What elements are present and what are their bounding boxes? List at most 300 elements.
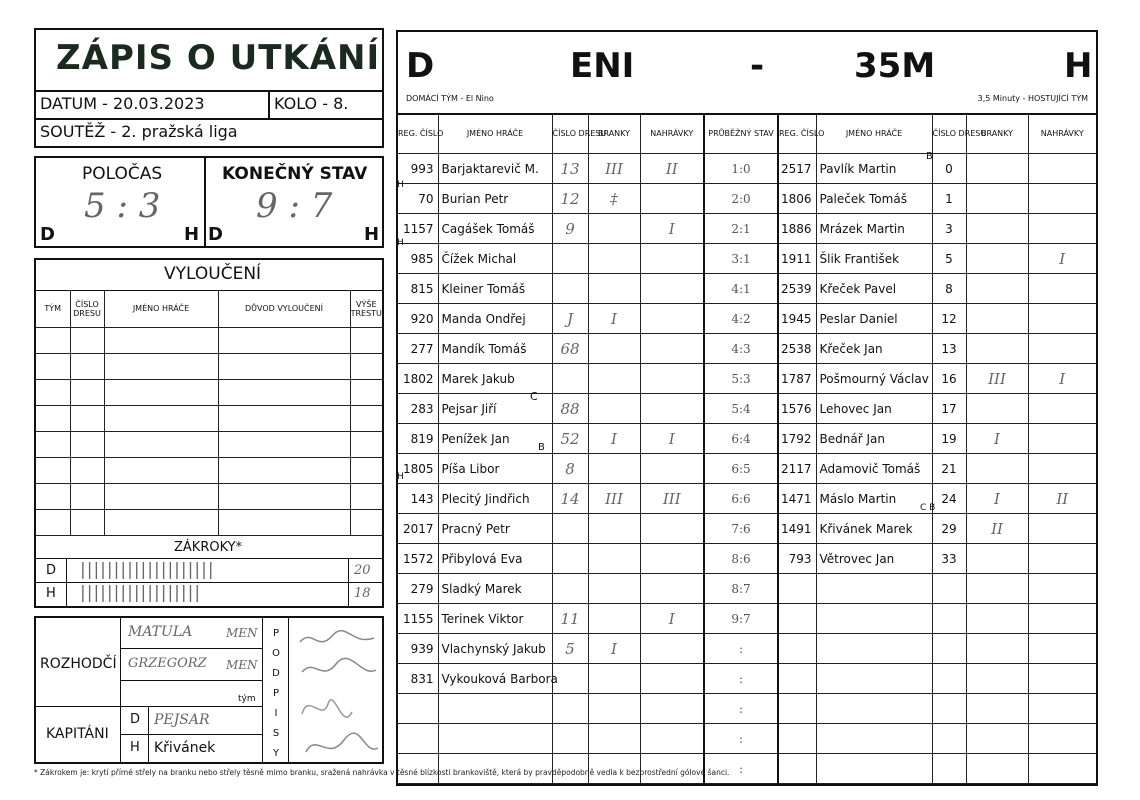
vylouceni-row: [36, 405, 382, 431]
away-assists: [1028, 724, 1096, 754]
away-h: H: [1064, 46, 1093, 86]
kapitan-h-name: Křivánek: [154, 740, 216, 756]
home-assists: [640, 754, 704, 784]
roster-row: [398, 634, 1096, 664]
away-name: Mrázek Martin: [816, 214, 932, 244]
podpisy-letter: D: [272, 668, 280, 679]
away-dres: 19: [932, 424, 966, 454]
running-score: 4:2: [704, 304, 778, 334]
roster-row: [398, 274, 1096, 304]
home-dres: [552, 574, 588, 604]
rozhodci-label: ROZHODČÍ: [40, 656, 117, 672]
away-name: [816, 694, 932, 724]
home-dres: 14: [552, 484, 588, 514]
home-reg: 831: [398, 664, 438, 694]
kapitan-h: H: [130, 740, 140, 755]
home-dres: [552, 244, 588, 274]
running-score: 9:7: [704, 604, 778, 634]
home-reg: 920: [398, 304, 438, 334]
divider: [66, 558, 67, 606]
title-box: [34, 28, 384, 148]
vylouceni-cell: [70, 353, 104, 379]
home-dres: [552, 724, 588, 754]
divider: [120, 618, 121, 762]
home-assists: II: [640, 154, 704, 184]
home-assists: [640, 694, 704, 724]
away-goals: [966, 604, 1028, 634]
a-reg: REG. ČÍSLO: [778, 115, 816, 154]
running-score: 4:1: [704, 274, 778, 304]
away-reg: 1806: [778, 184, 816, 214]
home-assists: [640, 514, 704, 544]
away-assists: [1028, 754, 1096, 784]
away-reg: 793: [778, 544, 816, 574]
home-goals: [588, 454, 640, 484]
vylouceni-cell: [218, 327, 350, 353]
vylouceni-title: VYLOUČENÍ: [164, 264, 262, 284]
col-duvod: DŮVOD VYLOUČENÍ: [218, 291, 350, 327]
running-score: :: [704, 724, 778, 754]
away-assists: [1028, 694, 1096, 724]
divider: [262, 618, 263, 762]
away-reg: 1886: [778, 214, 816, 244]
away-dres: 5: [932, 244, 966, 274]
a-goals: BRANKY: [966, 115, 1028, 154]
home-dres: [552, 694, 588, 724]
away-name: Lehovec Jan: [816, 394, 932, 424]
away-reg: 1792: [778, 424, 816, 454]
home-goals: I: [588, 304, 640, 334]
away-goals: I: [966, 484, 1028, 514]
roster-row: [398, 754, 1096, 784]
running-score: 2:1: [704, 214, 778, 244]
running-score: 2:0: [704, 184, 778, 214]
vylouceni-cell: [104, 483, 218, 509]
kolo: KOLO - 8.: [274, 94, 349, 113]
zakroky-h-total: 18: [354, 586, 371, 601]
home-reg: 815: [398, 274, 438, 304]
home-goals: [588, 334, 640, 364]
away-reg: [778, 694, 816, 724]
vylouceni-row: [36, 509, 382, 535]
vylouceni-cell: [218, 379, 350, 405]
roster-row: [398, 214, 1096, 244]
away-reg: 2539: [778, 274, 816, 304]
away-dres: 21: [932, 454, 966, 484]
home-assists: III: [640, 484, 704, 514]
vylouceni-cell: [218, 405, 350, 431]
away-team-label: 3,5 Minuty - HOSTUJÍCÍ TÝM: [977, 94, 1088, 103]
h-prubezny: PRŮBĚŽNÝ STAV: [704, 115, 778, 154]
roster-row: [398, 514, 1096, 544]
polocas-label: POLOČAS: [82, 164, 163, 184]
away-goals: [966, 574, 1028, 604]
vylouceni-row: [36, 327, 382, 353]
away-name: Adamovič Tomáš: [816, 454, 932, 484]
away-dres: 12: [932, 304, 966, 334]
running-score: :: [704, 694, 778, 724]
away-dres: 24: [932, 484, 966, 514]
divider: [36, 558, 382, 559]
home-goals: [588, 244, 640, 274]
vylouceni-cell: [104, 431, 218, 457]
ref1-name: MATULA: [128, 624, 193, 640]
podpisy-letter: O: [272, 648, 280, 659]
away-assists: [1028, 664, 1096, 694]
away-assists: [1028, 574, 1096, 604]
home-assists: [640, 454, 704, 484]
home-assists: [640, 724, 704, 754]
home-team-label: DOMÁCÍ TÝM - El Nino: [406, 94, 494, 103]
home-dres: [552, 754, 588, 784]
home-name: Čížek Michal: [438, 244, 552, 274]
a-assists: NAHRÁVKY: [1028, 115, 1096, 154]
away-name: Peslar Daniel: [816, 304, 932, 334]
konecny-d: D: [208, 224, 223, 245]
vylouceni-cell: [350, 509, 382, 535]
vylouceni-cell: [350, 379, 382, 405]
away-assists: [1028, 604, 1096, 634]
home-assists: [640, 274, 704, 304]
divider: [36, 118, 382, 120]
away-assists: I: [1028, 364, 1096, 394]
home-assists: [640, 544, 704, 574]
zakroky-d: D: [46, 563, 57, 578]
vylouceni-cell: [36, 457, 70, 483]
away-reg: 2517: [778, 154, 816, 184]
konecny-label: KONEČNÝ STAV: [222, 164, 368, 184]
home-goals: [588, 514, 640, 544]
home-dres: 13: [552, 154, 588, 184]
zakroky-d-total: 20: [354, 563, 371, 578]
mark-h: H: [397, 472, 404, 482]
vylouceni-cell: [36, 405, 70, 431]
away-goals: [966, 754, 1028, 784]
home-dres: 8: [552, 454, 588, 484]
away-goals: [966, 454, 1028, 484]
tym-label: tým: [238, 694, 256, 704]
running-score: 6:5: [704, 454, 778, 484]
away-goals: I: [966, 424, 1028, 454]
away-goals: [966, 544, 1028, 574]
home-reg: 277: [398, 334, 438, 364]
polocas-value: 5 : 3: [84, 186, 161, 226]
vylouceni-cell: [70, 327, 104, 353]
away-abbr: 35M: [854, 46, 936, 86]
running-score: 5:4: [704, 394, 778, 424]
mark-c: C: [530, 390, 538, 403]
away-goals: [966, 394, 1028, 424]
away-name: Pavlík Martin: [816, 154, 932, 184]
away-name: Pošmourný Václav: [816, 364, 932, 394]
away-reg: 1471: [778, 484, 816, 514]
away-assists: [1028, 634, 1096, 664]
home-goals: [588, 664, 640, 694]
home-assists: [640, 664, 704, 694]
vylouceni-cell: [70, 405, 104, 431]
divider: [348, 558, 349, 606]
divider: [36, 706, 262, 707]
home-name: [438, 694, 552, 724]
podpisy-letter: P: [272, 688, 280, 699]
vylouceni-cell: [104, 379, 218, 405]
home-name: Mandík Tomáš: [438, 334, 552, 364]
home-assists: I: [640, 214, 704, 244]
vylouceni-cell: [218, 509, 350, 535]
away-goals: II: [966, 514, 1028, 544]
home-dres: [552, 274, 588, 304]
vylouceni-cell: [350, 431, 382, 457]
roster-row: [398, 574, 1096, 604]
home-reg: [398, 724, 438, 754]
home-name: Píša Libor: [438, 454, 552, 484]
home-reg: 993: [398, 154, 438, 184]
vylouceni-cell: [70, 457, 104, 483]
away-name: [816, 634, 932, 664]
divider: [120, 734, 262, 735]
home-assists: [640, 394, 704, 424]
home-name: Burian Petr: [438, 184, 552, 214]
roster-row: [398, 184, 1096, 214]
polocas-h: H: [184, 224, 200, 245]
away-dres: [932, 604, 966, 634]
h-reg: REG. ČÍSLO: [398, 115, 438, 154]
home-name: Vykouková Barbora: [438, 664, 552, 694]
away-goals: III: [966, 364, 1028, 394]
kapitan-d: D: [130, 712, 141, 727]
running-score: 6:6: [704, 484, 778, 514]
away-dres: [932, 754, 966, 784]
roster-row: [398, 364, 1096, 394]
vylouceni-cell: [350, 353, 382, 379]
roster-row: [398, 244, 1096, 274]
away-goals: [966, 304, 1028, 334]
roster-row: [398, 334, 1096, 364]
away-assists: [1028, 184, 1096, 214]
ref1-team: MEN: [226, 626, 258, 640]
away-reg: [778, 664, 816, 694]
vylouceni-cell: [104, 457, 218, 483]
home-assists: [640, 634, 704, 664]
vylouceni-row: [36, 353, 382, 379]
away-dres: [932, 574, 966, 604]
away-name: Paleček Tomáš: [816, 184, 932, 214]
kapitani-label: KAPITÁNI: [46, 726, 109, 742]
home-dres: [552, 544, 588, 574]
konecny-h: H: [364, 224, 380, 245]
vylouceni-cell: [350, 327, 382, 353]
away-reg: 2538: [778, 334, 816, 364]
running-score: 4:3: [704, 334, 778, 364]
vylouceni-cell: [70, 509, 104, 535]
away-assists: [1028, 424, 1096, 454]
vylouceni-row: [36, 431, 382, 457]
home-name: Barjaktarevič M.: [438, 154, 552, 184]
away-assists: [1028, 154, 1096, 184]
vylouceni-cell: [104, 509, 218, 535]
mark-h: H: [397, 180, 404, 190]
home-assists: [640, 334, 704, 364]
datum: DATUM - 20.03.2023: [40, 94, 205, 113]
home-goals: [588, 724, 640, 754]
away-dres: [932, 634, 966, 664]
home-reg: 939: [398, 634, 438, 664]
home-name: Penížek Jan: [438, 424, 552, 454]
away-assists: [1028, 214, 1096, 244]
home-goals: III: [588, 484, 640, 514]
home-goals: I: [588, 634, 640, 664]
running-score: 5:3: [704, 364, 778, 394]
home-reg: 143: [398, 484, 438, 514]
away-dres: 0: [932, 154, 966, 184]
ref2-team: MEN: [226, 658, 258, 672]
col-tym: TÝM: [36, 291, 70, 327]
vylouceni-cell: [36, 379, 70, 405]
zakroky-h-marks: ||||||||||||||||||: [80, 583, 202, 603]
h-dres: ČÍSLO DRESU: [552, 115, 588, 154]
home-name: Kleiner Tomáš: [438, 274, 552, 304]
home-goals: [588, 394, 640, 424]
away-goals: [966, 664, 1028, 694]
away-goals: [966, 694, 1028, 724]
roster-row: [398, 664, 1096, 694]
home-name: Cagášek Tomáš: [438, 214, 552, 244]
vylouceni-cell: [218, 457, 350, 483]
home-reg: 985: [398, 244, 438, 274]
away-reg: 1911: [778, 244, 816, 274]
podpisy-label: [264, 624, 288, 764]
home-reg: 279: [398, 574, 438, 604]
home-assists: [640, 244, 704, 274]
roster-row: [398, 304, 1096, 334]
divider: [120, 680, 262, 681]
roster-row: [398, 604, 1096, 634]
home-name: Přibylová Eva: [438, 544, 552, 574]
away-reg: 2117: [778, 454, 816, 484]
konecny-value: 9 : 7: [256, 186, 333, 226]
home-reg: 283: [398, 394, 438, 424]
home-dres: 11: [552, 604, 588, 634]
home-reg: 1155: [398, 604, 438, 634]
home-name: Marek Jakub: [438, 364, 552, 394]
away-name: Šlik František: [816, 244, 932, 274]
roster-row: [398, 724, 1096, 754]
roster-row: [398, 544, 1096, 574]
divider: [268, 90, 270, 118]
away-assists: [1028, 454, 1096, 484]
home-dres: J: [552, 304, 588, 334]
a-dres: ČÍSLO DRESU: [932, 115, 966, 154]
kapitan-d-name: PEJSAR: [154, 712, 210, 728]
away-name: Křivánek Marek: [816, 514, 932, 544]
away-assists: I: [1028, 244, 1096, 274]
divider: [148, 706, 149, 762]
home-goals: ‡: [588, 184, 640, 214]
vylouceni-row: [36, 483, 382, 509]
running-score: 7:6: [704, 514, 778, 544]
vylouceni-cell: [36, 483, 70, 509]
away-reg: [778, 724, 816, 754]
home-name: Manda Ondřej: [438, 304, 552, 334]
away-assists: [1028, 544, 1096, 574]
home-reg: [398, 694, 438, 724]
away-assists: [1028, 394, 1096, 424]
home-reg: 2017: [398, 514, 438, 544]
vylouceni-cell: [36, 509, 70, 535]
home-assists: [640, 574, 704, 604]
col-cislo: ČÍSLO DRESU: [70, 291, 104, 327]
home-d: D: [406, 46, 435, 86]
home-reg: 1572: [398, 544, 438, 574]
vylouceni-cell: [70, 483, 104, 509]
running-score: :: [704, 634, 778, 664]
away-name: Bednář Jan: [816, 424, 932, 454]
vylouceni-cell: [350, 405, 382, 431]
home-dres: 9: [552, 214, 588, 244]
soutez: SOUTĚŽ - 2. pražská liga: [40, 122, 238, 141]
roster-row: [398, 694, 1096, 724]
vylouceni-cell: [350, 457, 382, 483]
officials-box: [34, 616, 384, 764]
vylouceni-cell: [70, 379, 104, 405]
away-reg: [778, 604, 816, 634]
roster-row: [398, 424, 1096, 454]
away-reg: [778, 634, 816, 664]
away-assists: [1028, 274, 1096, 304]
roster-row: [398, 454, 1096, 484]
roster-row: [398, 154, 1096, 184]
away-reg: [778, 574, 816, 604]
vylouceni-cell: [36, 327, 70, 353]
home-name: Pracný Petr: [438, 514, 552, 544]
vylouceni-cell: [104, 353, 218, 379]
away-dres: 13: [932, 334, 966, 364]
vylouceni-row: [36, 379, 382, 405]
running-score: 1:0: [704, 154, 778, 184]
away-name: Větrovec Jan: [816, 544, 932, 574]
vylouceni-cell: [70, 431, 104, 457]
home-assists: I: [640, 604, 704, 634]
away-name: [816, 664, 932, 694]
vylouceni-cell: [218, 431, 350, 457]
home-assists: [640, 304, 704, 334]
away-dres: [932, 694, 966, 724]
podpisy-letter: P: [272, 628, 280, 639]
vylouceni-cell: [36, 353, 70, 379]
home-name: Pejsar Jiří: [438, 394, 552, 424]
vylouceni-cell: [104, 327, 218, 353]
away-goals: [966, 724, 1028, 754]
roster-table: [396, 113, 1098, 786]
ref2-name: GRZEGORZ: [128, 656, 207, 671]
home-goals: [588, 574, 640, 604]
away-assists: [1028, 334, 1096, 364]
running-score: :: [704, 754, 778, 784]
home-name: Sladký Marek: [438, 574, 552, 604]
running-score: 8:7: [704, 574, 778, 604]
away-name: Křeček Jan: [816, 334, 932, 364]
away-goals: [966, 334, 1028, 364]
home-dres: 68: [552, 334, 588, 364]
running-score: 3:1: [704, 244, 778, 274]
podpisy-letter: Y: [272, 748, 280, 759]
away-dres: 8: [932, 274, 966, 304]
home-reg: 1802: [398, 364, 438, 394]
away-goals: [966, 634, 1028, 664]
home-goals: [588, 694, 640, 724]
vylouceni-row: [36, 457, 382, 483]
divider: [36, 90, 382, 92]
